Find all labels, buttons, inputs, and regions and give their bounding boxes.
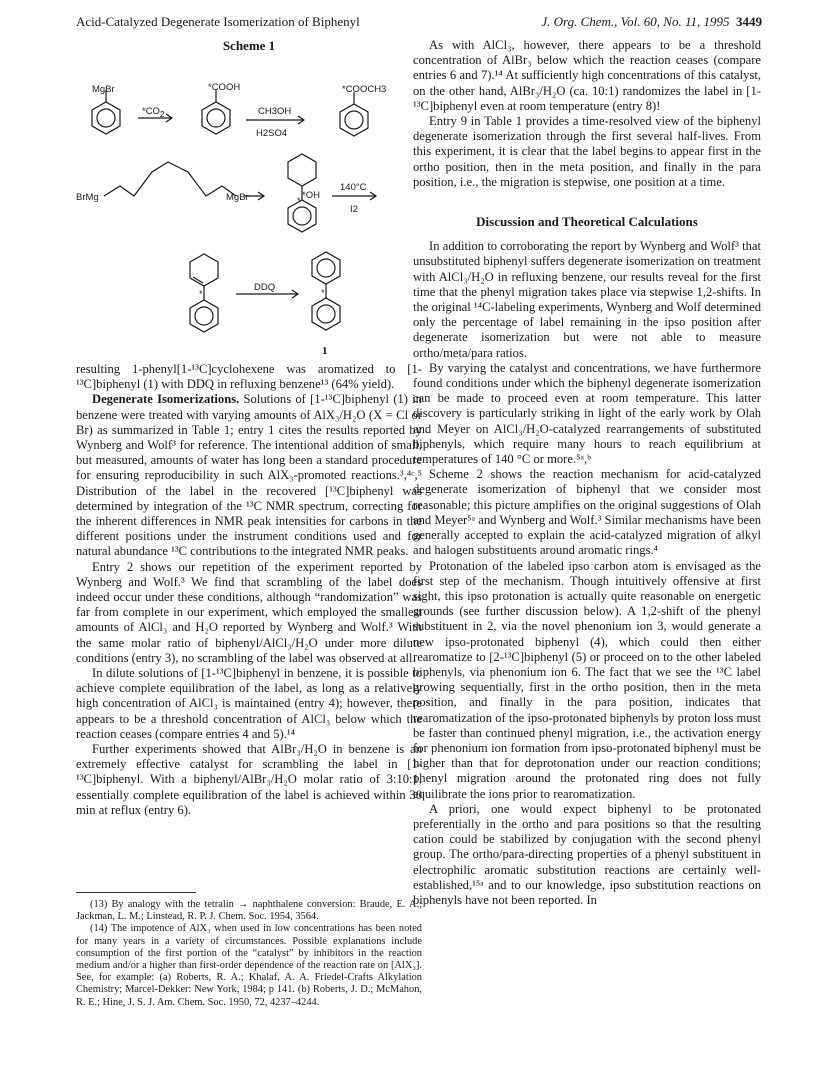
paragraph-protonation: Protonation of the labeled ipso carbon atom is envisaged as the first step of the mechanism. Though intuitively offensive at first sight, this ipso protonation is actually quite reasonable on energetic grounds (see further discussion below). A 1,2-shift of the phenyl substituent in 2, via the novel phenonium ion 3, would generate a new ipso-protonated biphenyl (4), which could then either rearomatize to [2-¹³C]biphenyl (5) or proceed on to the other labeled biphenyls, via phenonium ion 6. The fact that we see the ¹³C label growing sequentially, first in the ortho position, then in the meta position, and finally in the para position, indicates that rearomatization of the ipso-protonated biphenyls by proton loss must be faster than continued phenyl migration, i.e., the activation energy for phenonium ion formation from ipso-protonated biphenyl must be higher than that for deprotonation under our reaction conditions; phenyl migration around the protonated ring does not fully equilibrate the ions prior to rearomatization. bbox=[413, 558, 761, 801]
benzene-ring-2 bbox=[202, 102, 230, 134]
benzene-ring-4 bbox=[288, 200, 316, 232]
cyclohexane-ring bbox=[288, 154, 316, 186]
label-oh: *OH bbox=[302, 190, 320, 201]
paragraph-albr3: Further experiments showed that AlBr₃/H₂O in benzene is an extremely effective catalyst for scrambling the label in [1-¹³C]biphenyl. With a biphenyl/AlBr₃/H₂O molar ratio of 3:10:1, essentially complete equilibration of the label is achieved within 30 min at reflux (entry 6). bbox=[76, 742, 422, 817]
paragraph-scheme-2: Scheme 2 shows the reaction mechanism for acid-catalyzed degenerate isomerization of biphenyl that we consider most reasonable; this picture amplifies on the original suggestions of Olah and Meyer⁵ᵃ and Wynberg and Wolf.³ Similar mechanisms have been generally accepted to explain the acid-catalyzed migration of alkyl and halogen substituents around aromatic rings.⁴ bbox=[413, 467, 761, 558]
label-temperature: 140°C bbox=[340, 182, 367, 193]
biphenyl-ring-bottom bbox=[312, 298, 340, 330]
label-ddq: DDQ bbox=[254, 282, 276, 293]
label-iodine: I2 bbox=[350, 204, 358, 215]
biphenyl-ring-top bbox=[312, 252, 340, 284]
running-header-title: Acid-Catalyzed Degenerate Isomerization of Biphenyl bbox=[76, 14, 360, 29]
footnote-13: (13) By analogy with the tetralin → naphthalene conversion: Braude, E. A.; Jackman, L. M.; Linstead, R. P. J. Chem. Soc. 1954, 3564. bbox=[76, 899, 422, 923]
label-mgbr: MgBr bbox=[92, 84, 115, 95]
paragraph-varying-catalyst: By varying the catalyst and concentrations, we have furthermore found conditions under which the biphenyl degenerate isomerization can be made to proceed even at room temperature. This latter discovery is particularly striking in light of the early work by Olah and Meyer on AlCl₃/H₂O-catalyzed rearrangements of substituted biphenyls, which require many hours to reach equilibrium at temperatures of 140 °C or more.⁵ᵃ,ᵇ bbox=[413, 360, 761, 467]
benzene-ring-3 bbox=[340, 104, 368, 136]
paragraph-albr3-threshold: As with AlCl₃, however, there appears to be a threshold concentration of AlBr₃ below which the reaction ceases (compare entries 6 and 7).¹⁴ At sufficiently high concentrations of this catalyst, on the other hand, AlBr₃/H₂O (ca. 10:1) randomizes the label in [1-¹³C]biphenyl even at room temperature (entry 8)! bbox=[413, 38, 761, 113]
svg-text:*: * bbox=[321, 288, 325, 298]
label-mgbr-2: MgBr bbox=[226, 192, 249, 203]
section-heading-discussion: Discussion and Theoretical Calculations bbox=[476, 214, 698, 230]
scheme-1 bbox=[76, 38, 422, 362]
aromatic-circle-1 bbox=[97, 109, 115, 127]
paragraph-corroborating: In addition to corroborating the report by Wynberg and Wolf³ that unsubstituted biphenyl suffers degenerate isomerization on treatment with AlCl₃/H₂O in refluxing benzene, our results reveal for the first time that the phenyl migration takes place via stepwise 1,2-shifts. In the original ¹⁴C-labeling experiments, Wynberg and Wolf determined only the percentage of label remaining in the ipso position after degenerate isomerization but were not able to measure ortho/meta/para ratios. bbox=[413, 239, 761, 360]
paragraph-dilute-solutions: In dilute solutions of [1-¹³C]biphenyl in benzene, it is possible to achieve complete equilibration of the label, as long as a relatively high concentration of AlCl₃ is maintained (entry 4); however, there appears to be a threshold concentration of AlCl₃ below which the reaction ceases (compare entries 4 and 5).¹⁴ bbox=[76, 666, 422, 741]
label-ch3oh: CH3OH bbox=[258, 106, 292, 117]
label-cooh: *COOH bbox=[208, 82, 241, 93]
running-header-journal bbox=[541, 14, 762, 30]
benzene-ring-1 bbox=[92, 102, 120, 134]
footnote-14: (14) The impotence of AlX₃ when used in low concentrations has been noted for many years in a variety of circumstances. Possible explanations include consumption of the first portion of the “catalyst” by inhibitors in the reaction medium and/or a higher than first-order dependence of the reaction rate on [AlX₃]. See, for example: (a) Roberts, R. A.; Khalaf, A. A. Friedel-Crafts Alkylation Chemistry; Marcel-Dekker: New York, 1984; p 141. (b) Roberts, J. D.; McMahon, R. E.; Hine, J. S. J. Am. Chem. Soc. 1950, 72, 4237–4244. bbox=[76, 923, 422, 1008]
label-co2: $*CO_2$ bbox=[142, 106, 165, 119]
paragraph-entry-9: Entry 9 in Table 1 provides a time-resolved view of the biphenyl degenerate isomerization through the first several half-lives. From this experiment, it is clear that the label begins to appear first in the ortho position, then in the meta position, and finally in the para position, i.e., the migration is stepwise, one position at a time. bbox=[413, 114, 761, 189]
journal-citation: J. Org. Chem., Vol. 60, No. 11, 1995 bbox=[541, 14, 730, 29]
left-column bbox=[76, 38, 422, 818]
paragraph-aromatization: resulting 1-phenyl[1-¹³C]cyclohexene was aromatized to [1-¹³C]biphenyl (1) with DDQ in refluxing benzene¹³ (64% yield). bbox=[76, 362, 422, 392]
scheme-title: Scheme 1 bbox=[222, 38, 276, 53]
run-in-heading: Degenerate Isomerizations. bbox=[92, 392, 240, 407]
svg-text:*: * bbox=[297, 196, 301, 206]
footnote-rule bbox=[76, 892, 196, 893]
paragraph-degenerate-isomerizations: Degenerate Isomerizations. Solutions of [1-¹³C]biphenyl (1) in benzene were treated with varying amounts of AlX₃/H₂O (X = Cl or Br) as summarized in Table 1; entry 1 cites the results reported by Wynberg and Wolf³ for reference. The intentional addition of small, but measured, amounts of water has long been a standard procedure for ensuring reproducibility in such AlX₃-promoted reactions.³,⁴ᶜ,⁵ Distribution of the label in the recovered [¹³C]biphenyl was determined by integration of the ¹³C NMR spectrum, correcting for the inherent differences in NMR peak intensities for carbons in the different positions under the instrument conditions used and for natural abundance ¹³C contributions to the integrated NMR peaks. bbox=[76, 392, 422, 559]
pentamethylene-chain bbox=[104, 162, 236, 196]
right-column bbox=[413, 38, 761, 908]
label-brmg: BrMg bbox=[76, 192, 99, 203]
compound-number-1: 1 bbox=[322, 345, 328, 357]
paragraph-entry-2: Entry 2 shows our repetition of the experiment reported by Wynberg and Wolf.³ We find that scrambling of the label does indeed occur under these conditions, although “randomization” was far from complete in our experiment, which employed the smallest amounts of AlCl₃ and H₂O reported by Wynberg and Wolf.³ With the same molar ratio of biphenyl/AlCl₃/H₂O under more dilute conditions (entry 3), no scrambling of the label was observed at all. bbox=[76, 559, 422, 665]
benzene-ring-5 bbox=[190, 300, 218, 332]
footnotes bbox=[76, 892, 422, 1009]
label-cooch3: *COOCH3 bbox=[342, 84, 387, 95]
page-number: 3449 bbox=[736, 14, 762, 29]
paragraph-a-priori: A priori, one would expect biphenyl to be protonated preferentially in the ortho and para positions so that the resulting cation could be stabilized by conjugation with the second phenyl group. The ortho/para-directing properties of a phenyl substituent in electrophilic aromatic substitution reactions are certainly well-established,¹⁵ᵃ and to our knowledge, ipso substitution reactions on biphenyls have not been reported. In bbox=[413, 801, 761, 907]
svg-text:*: * bbox=[199, 289, 203, 299]
cyclohexene-ring bbox=[190, 254, 218, 286]
label-h2so4: H2SO4 bbox=[256, 128, 288, 139]
